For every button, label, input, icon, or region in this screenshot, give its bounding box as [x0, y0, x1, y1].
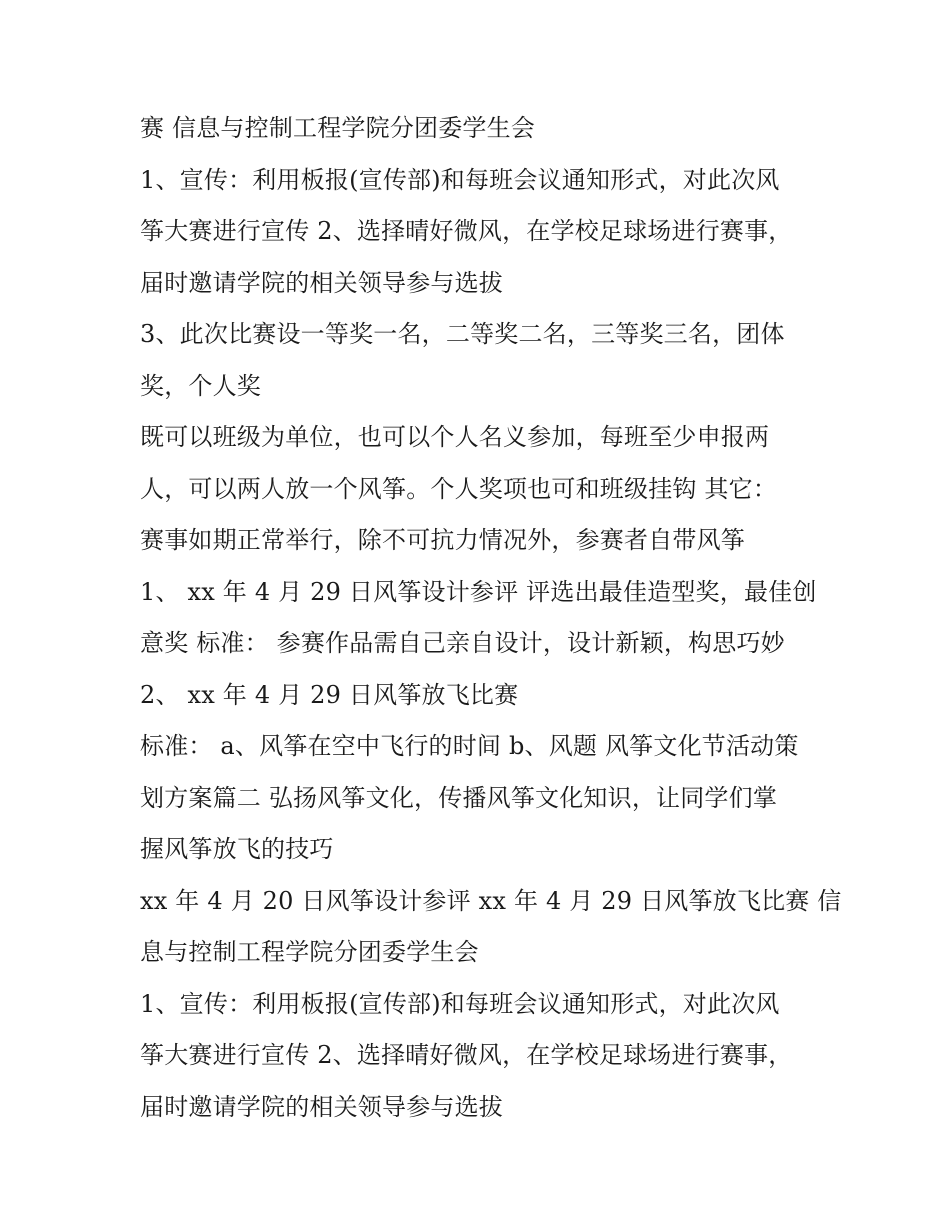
- text-line: 筝大赛进行宣传 2、选择晴好微风，在学校足球场进行赛事，: [140, 217, 793, 245]
- text-line: 1、 xx 年 4 月 29 日风筝设计参评 评选出最佳造型奖，最佳创: [140, 577, 817, 606]
- text-line: 既可以班级为单位，也可以个人名义参加，每班至少申报两: [140, 423, 770, 451]
- text-line: 意奖 标准： 参赛作品需自己亲自设计，设计新颖，构思巧妙: [140, 629, 785, 657]
- text-line: 2、 xx 年 4 月 29 日风筝放飞比赛: [140, 680, 519, 709]
- text-line: 握风筝放飞的技巧: [140, 835, 334, 863]
- text-line: 届时邀请学院的相关领导参与选拔: [140, 268, 503, 297]
- text-line: 届时邀请学院的相关领导参与选拔: [140, 1092, 503, 1121]
- document-body: [140, 103, 842, 1133]
- text-line: 划方案篇二 弘扬风筝文化，传播风筝文化知识，让同学们掌: [140, 783, 778, 812]
- text-line: 1、宣传：利用板报(宣传部)和每班会议通知形式，对此次风: [140, 989, 780, 1018]
- text-line: 标准： a、风筝在空中飞行的时间 b、风题 风筝文化节活动策: [140, 732, 799, 760]
- text-line: 息与控制工程学院分团委学生会: [140, 938, 479, 966]
- text-line: 3、此次比赛设一等奖一名，二等奖二名，三等奖三名，团体: [140, 320, 785, 348]
- text-line: 人，可以两人放一个风筝。个人奖项也可和班级挂钩 其它：: [140, 474, 778, 503]
- text-line: 1、宣传：利用板报(宣传部)和每班会议通知形式，对此次风: [140, 165, 780, 194]
- text-line: 奖，个人奖: [140, 371, 261, 400]
- text-line: 赛 信息与控制工程学院分团委学生会: [140, 114, 536, 142]
- text-line: xx 年 4 月 20 日风筝设计参评 xx 年 4 月 29 日风筝放飞比赛 信: [140, 886, 842, 915]
- text-line: 赛事如期正常举行，除不可抗力情况外，参赛者自带风筝: [140, 526, 745, 554]
- text-line: 筝大赛进行宣传 2、选择晴好微风，在学校足球场进行赛事，: [140, 1041, 793, 1069]
